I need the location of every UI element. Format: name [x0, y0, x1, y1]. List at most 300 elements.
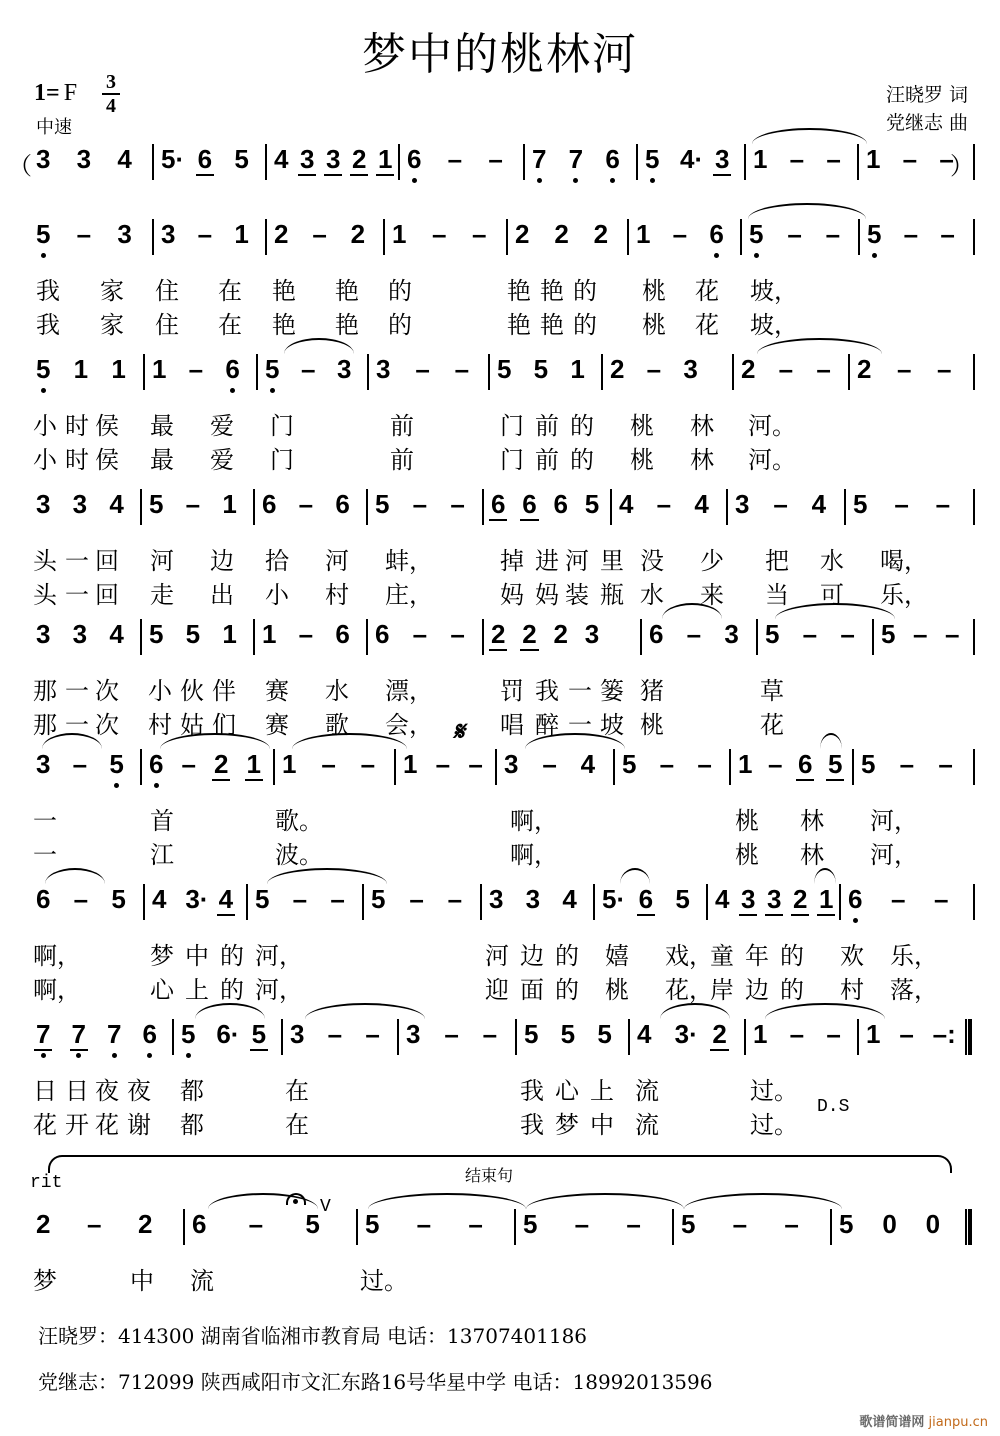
lyric-syllable: 面: [520, 976, 544, 1004]
underline: [70, 1049, 88, 1051]
lyric-syllable: 啊，: [510, 841, 558, 869]
note: 2: [553, 619, 568, 649]
note: –: [298, 489, 314, 519]
note: 1: [819, 884, 834, 914]
lyric-syllable: 瓶: [600, 581, 624, 609]
lyric-syllable: 头: [33, 547, 57, 575]
lyric-syllable: 河: [150, 547, 174, 575]
note: 3: [735, 489, 750, 519]
note: 3: [683, 354, 698, 384]
note: 5: [560, 1019, 576, 1049]
lyric-syllable: 边: [520, 942, 544, 970]
lyric-syllable: 我: [520, 1077, 544, 1105]
note: 6: [491, 489, 506, 519]
note: –: [826, 144, 841, 174]
measure: [643, 615, 756, 655]
lyric-syllable: 妈: [535, 581, 559, 609]
measure: [518, 1015, 628, 1055]
note: 5: [255, 884, 270, 914]
underline: [796, 779, 814, 781]
note: –: [76, 219, 92, 249]
note: 5: [881, 619, 896, 649]
barline: [172, 1019, 174, 1055]
lyric-syllable: 的: [388, 277, 412, 305]
lyric-syllable: 进: [535, 547, 559, 575]
underline: [245, 779, 263, 781]
lyric-syllable: 村: [325, 581, 349, 609]
note: –: [416, 1209, 432, 1239]
note: 4: [117, 144, 132, 174]
lyric-syllable: 的: [388, 311, 412, 339]
final-barline: [965, 1019, 972, 1055]
note: 2: [793, 884, 808, 914]
lyric-syllable: 日: [65, 1077, 89, 1105]
lyric-syllable: 门: [270, 446, 294, 474]
lyric-syllable: 一: [65, 677, 89, 705]
lyric-syllable: 过。: [750, 1077, 798, 1105]
barline: [593, 884, 595, 920]
underline: [250, 1049, 268, 1051]
measure: [833, 1205, 963, 1245]
segno-icon: 𝄋: [453, 717, 465, 747]
note: 5: [853, 489, 868, 519]
measure: [875, 615, 971, 655]
note: 1: [262, 619, 277, 649]
barline: [143, 354, 145, 390]
low-octave-dot: [154, 783, 159, 788]
note: –: [825, 219, 841, 249]
note: 1: [222, 489, 237, 519]
tie-slur: [752, 128, 867, 144]
note: –: [415, 354, 430, 384]
lyric-syllable: 都: [180, 1111, 204, 1139]
note: 6: [225, 354, 239, 384]
tempo-marking: 中速: [36, 117, 72, 138]
note: 3: [376, 354, 391, 384]
note: –: [450, 489, 465, 519]
barline: [265, 219, 267, 255]
lyric-syllable: 前: [535, 446, 559, 474]
note: –: [409, 884, 424, 914]
note: 2: [554, 219, 569, 249]
measure: [175, 1015, 281, 1055]
low-octave-dot: [714, 253, 719, 258]
barline: [732, 354, 734, 390]
low-octave-dot: [186, 1053, 191, 1058]
lyric-syllable: 桃: [605, 976, 629, 1004]
lyric-syllable: 桃: [642, 277, 666, 305]
breath-mark: V: [320, 1197, 331, 1217]
note: 2: [138, 1209, 153, 1239]
lyric-syllable: 江: [150, 841, 174, 869]
note: 5: [497, 354, 512, 384]
underline: [739, 914, 757, 916]
low-octave-dot: [853, 918, 858, 923]
barline: [744, 1019, 746, 1055]
barline: [152, 219, 154, 255]
underline: [520, 519, 538, 521]
tie-slur: [305, 1003, 425, 1019]
underline: [520, 649, 538, 651]
note: –: [482, 1019, 498, 1049]
note: 5: [861, 749, 876, 779]
staff-system: [8, 140, 980, 180]
measure: [369, 615, 482, 655]
lyric-syllable: 梦: [555, 1111, 579, 1139]
lyric-syllable: 我: [36, 311, 60, 339]
measure: [143, 615, 253, 655]
measure: [146, 880, 246, 920]
low-octave-dot: [41, 1053, 46, 1058]
note: 1: [403, 749, 418, 779]
note: 1: [392, 219, 407, 249]
lyric-syllable: 回: [95, 581, 119, 609]
note: 5: [524, 1019, 539, 1049]
note: –: [188, 354, 204, 384]
lyric-syllable: 时: [65, 446, 89, 474]
lyric-syllable: 侯: [95, 446, 119, 474]
lyric-syllable: 小: [33, 412, 57, 440]
lyric-syllable: 少: [700, 547, 724, 575]
note: 6: [709, 219, 723, 249]
lyric-syllable: 艳: [335, 277, 359, 305]
lyric-syllable: 前: [390, 446, 414, 474]
note: –: [468, 749, 483, 779]
note: 6: [149, 749, 163, 779]
note: 3: [36, 749, 51, 779]
lyric-syllable: 的: [555, 942, 579, 970]
lyric-syllable: 罚: [500, 677, 524, 705]
barline: [482, 619, 484, 655]
notes-row: [30, 215, 980, 255]
measure: [370, 350, 488, 390]
lyric-syllable: 艳: [335, 311, 359, 339]
note: –: [197, 219, 213, 249]
lyric-syllable: 桃: [735, 841, 759, 869]
staff-system: [30, 485, 980, 609]
lyric-syllable: 过。: [360, 1267, 408, 1295]
low-octave-dot: [754, 253, 759, 258]
lyric-line: [30, 271, 980, 305]
barline: [523, 144, 525, 180]
staff-system: [30, 1015, 980, 1139]
barline: [367, 354, 369, 390]
lyric-syllable: 时: [65, 412, 89, 440]
measure: [155, 140, 265, 180]
lyric-syllable: 小: [265, 581, 289, 609]
lyric-syllable: 唱: [500, 711, 524, 739]
lyric-line: [30, 801, 980, 835]
note: 5: [765, 619, 780, 649]
note: 3: [117, 219, 132, 249]
barline: [973, 749, 975, 785]
contact-lyricist: 汪晓罗：414300 湖南省临湘市教育局 电话：13707401186: [38, 1324, 588, 1348]
note: 1: [378, 144, 393, 174]
lyric-syllable: 的: [570, 446, 594, 474]
lyric-line: [30, 541, 980, 575]
barline: [265, 144, 267, 180]
lyric-syllable: 一: [568, 711, 592, 739]
measure: [369, 485, 482, 525]
lyric-line: [30, 305, 980, 339]
note: 6: [335, 619, 350, 649]
measure: [860, 1015, 960, 1055]
lyric-syllable: 花: [760, 711, 784, 739]
barline: [973, 619, 975, 655]
note: 5: [523, 1209, 538, 1239]
note: –:: [932, 1019, 956, 1049]
low-octave-dot: [537, 178, 542, 183]
measure: [861, 215, 971, 255]
tie-slur: [814, 868, 836, 884]
underline: [324, 174, 342, 176]
note: 3: [36, 489, 51, 519]
note: 3: [326, 144, 341, 174]
note: 6: [798, 749, 813, 779]
note: 3: [72, 489, 88, 519]
lyric-syllable: 艳: [507, 311, 531, 339]
note: –: [913, 619, 928, 649]
lyric-syllable: 爱: [210, 412, 234, 440]
note: 3: [161, 219, 176, 249]
measure: [259, 350, 367, 390]
barline: [482, 489, 484, 525]
lyric-syllable: 首: [150, 807, 174, 835]
note: –: [412, 489, 428, 519]
note: –: [891, 884, 906, 914]
composer-credit: 党继志 曲: [885, 112, 968, 134]
note: –: [248, 1209, 264, 1239]
lyric-syllable: 门: [270, 412, 294, 440]
lyric-syllable: 夜: [127, 1077, 151, 1105]
measure: [596, 880, 706, 920]
measure: [30, 1205, 183, 1245]
barline: [514, 1209, 516, 1245]
note: 5: [675, 884, 690, 914]
barline: [273, 749, 275, 785]
note: 5: [111, 884, 126, 914]
low-octave-dot: [270, 388, 275, 393]
measure: [747, 140, 857, 180]
note: 6: [553, 489, 568, 519]
low-octave-dot: [650, 178, 655, 183]
note: 3: [76, 144, 92, 174]
barline: [726, 489, 728, 525]
barline: [397, 1019, 399, 1055]
lyric-syllable: 前: [390, 412, 414, 440]
barline: [973, 489, 975, 525]
lyric-syllable: 赛: [265, 711, 289, 739]
lyric-syllable: 上: [185, 976, 209, 1004]
lyric-syllable: 回: [95, 547, 119, 575]
note: –: [292, 884, 308, 914]
lyric-syllable: 艳: [540, 277, 564, 305]
underline: [34, 1049, 52, 1051]
lyric-syllable: 艳: [272, 277, 296, 305]
barline: [366, 619, 368, 655]
note: 1: [570, 354, 585, 384]
note: 3: [767, 884, 782, 914]
lyric-syllable: 啊，: [33, 942, 81, 970]
note: 4: [580, 749, 596, 779]
notes-row: [8, 140, 980, 180]
note: 1: [282, 749, 297, 779]
barline: [706, 884, 708, 920]
measure: [483, 880, 593, 920]
lyric-syllable: 一: [33, 841, 57, 869]
note: 5: [597, 1019, 612, 1049]
low-octave-dot: [41, 388, 46, 393]
note: 6: [638, 884, 654, 914]
staff-system: [30, 215, 980, 339]
underline: [817, 914, 835, 916]
barline: [488, 354, 490, 390]
note: –: [450, 619, 465, 649]
measure: [759, 615, 872, 655]
lyric-syllable: 桃: [642, 311, 666, 339]
lyric-syllable: 波。: [275, 841, 323, 869]
note: –: [940, 219, 955, 249]
lyric-syllable: 林: [800, 807, 824, 835]
barline: [610, 489, 612, 525]
barline: [256, 354, 258, 390]
lyric-syllable: 蚌，: [385, 547, 433, 575]
lyric-syllable: 门: [500, 412, 524, 440]
lyric-syllable: 在: [285, 1077, 309, 1105]
note: –: [646, 354, 662, 384]
measure: [842, 880, 971, 920]
note: –: [789, 1019, 805, 1049]
lyric-syllable: 住: [155, 311, 179, 339]
note: 5: [36, 219, 50, 249]
note: 3·: [674, 1019, 698, 1049]
notes-row: [30, 350, 980, 390]
barline: [672, 1209, 674, 1245]
barline: [366, 489, 368, 525]
note: –: [778, 354, 794, 384]
lyric-line: [30, 936, 980, 970]
lyric-syllable: 当: [765, 581, 789, 609]
underline: [765, 914, 783, 916]
barline: [515, 1019, 517, 1055]
note: –: [802, 619, 818, 649]
note: 3: [72, 619, 88, 649]
measure: [30, 880, 143, 920]
note: –: [902, 144, 918, 174]
lyric-syllable: 河。: [748, 412, 796, 440]
lyric-syllable: 歌。: [275, 807, 323, 835]
underline: [713, 174, 731, 176]
lyric-syllable: 梦: [33, 1267, 57, 1295]
note: –: [787, 219, 802, 249]
note: –: [686, 619, 702, 649]
lyric-syllable: 在: [285, 1111, 309, 1139]
lyric-syllable: 篓: [600, 677, 624, 705]
note: 3: [724, 619, 739, 649]
staff-system: [30, 880, 980, 1004]
lyric-syllable: 戏，: [665, 942, 713, 970]
lyric-syllable: 林: [690, 412, 714, 440]
notes-row: [30, 880, 980, 920]
lyric-syllable: 迎: [485, 976, 509, 1004]
note: 1: [73, 354, 89, 384]
lyric-syllable: 那: [33, 677, 57, 705]
notes-row: [30, 485, 980, 525]
lyric-syllable: 年: [745, 942, 769, 970]
lyric-syllable: 一: [568, 677, 592, 705]
note: –: [732, 1209, 748, 1239]
lyric-syllable: 嬉: [605, 942, 629, 970]
note: –: [327, 1019, 343, 1049]
close-paren: ）: [950, 152, 974, 180]
note: 1: [866, 144, 881, 174]
note: 2: [593, 219, 609, 249]
measure: [146, 350, 256, 390]
underline: [489, 649, 507, 651]
tie-slur: [748, 203, 866, 219]
lyric-syllable: 的: [780, 976, 804, 1004]
barline: [281, 1019, 283, 1055]
note: –: [773, 489, 788, 519]
lyric-syllable: 走: [150, 581, 174, 609]
note: 2: [522, 619, 537, 649]
barline: [830, 1209, 832, 1245]
barline: [636, 144, 638, 180]
note: 1: [152, 354, 167, 384]
note: –: [784, 1209, 799, 1239]
note: 5: [749, 219, 763, 249]
lyric-syllable: 林: [800, 841, 824, 869]
lyric-syllable: 醉: [535, 711, 559, 739]
low-octave-dot: [573, 178, 578, 183]
note: 2: [491, 619, 506, 649]
lyric-syllable: 欢: [840, 942, 864, 970]
measure: [855, 745, 971, 785]
barline: [253, 489, 255, 525]
tie-slur: [526, 1193, 684, 1209]
lyric-syllable: 桃: [640, 711, 664, 739]
measure: [851, 350, 971, 390]
measure: [365, 880, 480, 920]
lyric-syllable: 上: [590, 1077, 614, 1105]
lyric-syllable: 爱: [210, 446, 234, 474]
barline: [839, 884, 841, 920]
measure: [256, 485, 366, 525]
lyric-syllable: 艳: [540, 311, 564, 339]
lyric-syllable: 家: [100, 277, 124, 305]
measure: [743, 215, 858, 255]
lyric-syllable: 边: [745, 976, 769, 1004]
note: 6: [262, 489, 277, 519]
lyric-syllable: 一: [33, 807, 57, 835]
lyric-syllable: 的: [573, 277, 597, 305]
note: –: [185, 489, 201, 519]
lyric-syllable: 赛: [265, 677, 289, 705]
lyric-syllable: 夜: [95, 1077, 119, 1105]
time-signature: 3 4: [102, 72, 120, 116]
note: –: [934, 884, 949, 914]
watermark: 歌谱简谱网 jianpu.cn: [859, 1415, 988, 1430]
lyric-syllable: 落，: [890, 976, 938, 1004]
underline: [791, 914, 809, 916]
low-octave-dot: [76, 1053, 81, 1058]
note: 5: [681, 1209, 696, 1239]
note: 5: [839, 1209, 854, 1239]
lyric-syllable: 桃: [630, 412, 654, 440]
note: 4: [562, 884, 577, 914]
lyric-syllable: 掉: [500, 547, 524, 575]
note: 1: [222, 619, 237, 649]
